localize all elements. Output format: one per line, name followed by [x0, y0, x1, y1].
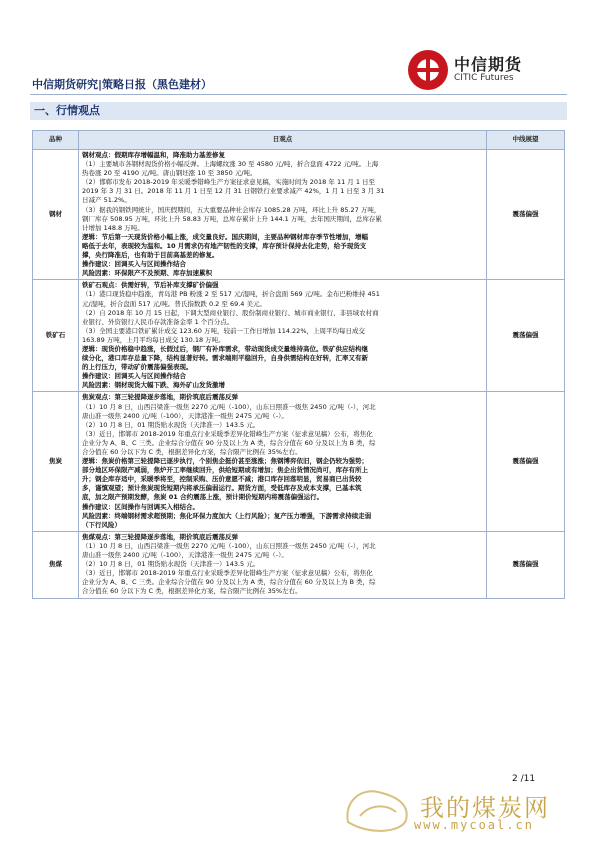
table-header-row	[33, 131, 565, 150]
logo-chinese-name: 中信期货	[454, 55, 523, 74]
view-line: （3）全国主要港口铁矿累计成交 123.60 万吨，较前一工作日增加 114.22%，上周平均每日成交	[82, 326, 365, 335]
column-header-category: 品种	[33, 131, 79, 150]
view-line: （2）10 月 8 日，01 期货贴水现货（天津准一）143.5 元。	[82, 560, 260, 569]
row-daily-view	[79, 531, 487, 598]
page-number: 2 /11	[512, 774, 536, 784]
view-line: 底，加之限产预期发酵，焦炭 01 合约震荡上涨，预计期价短期内将震荡偏强运行。	[82, 493, 324, 502]
view-line: 163.89 万吨，上月平均每日成交 130.18 万吨。	[82, 335, 225, 344]
section-heading: 一、行情观点	[30, 102, 567, 120]
view-line: 操作建议：区间操作与回调买入相结合。	[82, 502, 199, 511]
view-line: 操作建议：回调买入与区间操作结合	[82, 260, 186, 269]
watermark-url: www.mycoal.cn	[414, 818, 534, 832]
view-line: 焦煤观点：第三轮提降逐步落地，期价筑底后震荡反弹	[82, 532, 238, 541]
row-daily-view	[79, 280, 487, 392]
document-title: 中信期货研究|策略日报（黑色建材）	[32, 78, 213, 91]
header-divider	[30, 94, 567, 95]
table-row	[33, 280, 565, 392]
view-line: 略低于去年，表现较为温和。10 月需求仍有地产韧性的支撑，库存预计保持去化走势，给予现货支	[82, 241, 367, 250]
watermark-site-name: 我的煤炭网	[420, 794, 550, 822]
view-line: （3）据我的钢铁网统计，国庆假期间，五大重要品种社会库存 1085.28 万吨，环比上升 85.27 万吨，	[82, 205, 381, 214]
view-line: 企业分为 A、B、C 三类。企业综合分值在 90 分及以上为 A 类，综合分值在 60 分及以上为 B 类，综	[82, 578, 376, 587]
row-category: 焦煤	[33, 531, 79, 598]
view-line: 风险因素：终端钢材需求超预期；焦化环保力度加大（上行风险）；复产压力增强，下游需求持续走弱	[82, 511, 372, 520]
view-line: （3）近日，邯郸市 2018-2019 年重点行业采暖季差异化错峰生产方案（征求意见稿）公布，将焦化	[82, 569, 373, 578]
row-category: 焦炭	[33, 392, 79, 531]
view-line: （2）10 月 8 日，01 期货贴水现货（天津准一）143.5 元。	[82, 420, 260, 429]
table-row	[33, 150, 565, 280]
view-line: 升；钢企库存适中，采暖季将至，控制采购、压价意愿不减；港口库存回落明显，贸易商已出货较	[82, 475, 362, 484]
row-daily-view	[79, 392, 487, 531]
view-line: 部分地区环保限产减弱，焦炉开工率继续回升，供给短期或有增加；焦企出货情况尚可，库存有所上	[82, 466, 368, 475]
watermark-logo-icon	[340, 782, 416, 838]
view-line: 风险因素：钢材现货大幅下跌、海外矿山发货激增	[82, 381, 225, 390]
view-line: 唐山准一级焦 2400 元/吨（-100），天津港准一级焦 2475 元/吨（-）。	[82, 411, 288, 420]
view-line: 热卷涨 20 至 4190 元/吨。唐山钢坯涨 10 至 3850 元/吨。	[82, 169, 257, 178]
view-line: 逻辑：现货价格稳中趋涨，长假过后，钢厂有补库需求，带动现货成交量维持高位。铁矿供应结构继	[82, 344, 368, 353]
view-line: （2）自 2018 年 10 月 15 日起，下调大型商业银行、股份制商业银行、城市商业银行、非县域农村商	[82, 308, 379, 317]
view-line: 撑，央行降准后，也有助于目前高基差的修复。	[82, 251, 219, 260]
citic-futures-logo	[408, 50, 568, 90]
view-line: 合分值在 60 分以下为 C 类，根据差异化方案，综合限产比例在 35%左右。	[82, 448, 302, 456]
view-line: （1）港口现货稳中趋涨，青岛港 PB 粉涨 2 至 517 元/湿吨，折合盘面 569 元/吨。金布巴粉维持 451	[82, 290, 380, 299]
logo-english-name: CITIC Futures	[454, 73, 514, 83]
view-line: （3）近日，邯郸市 2018-2019 年重点行业采暖季差异化错峰生产方案（征求意见稿）公布，将焦化	[82, 429, 373, 438]
view-line: 钢材观点：假期库存增幅温和，降准助力基差修复	[82, 151, 225, 159]
view-line: 2019 年 3 月 31 日。2018 年 11 月 1 日至 12 月 31 日钢铁行业要求减产 42%，1 月 1 日至 3 月 31	[82, 187, 385, 196]
row-category: 钢材	[33, 150, 79, 280]
view-line: 钢厂库存 508.95 万吨，环比上升 58.83 万吨，总库存累计上升 144.1 万吨，去年国庆期间，总库存累	[82, 214, 382, 223]
market-view-table	[32, 130, 565, 599]
view-line: 合分值在 60 分以下为 C 类，根据差异化方案，综合限产比例在 35%左右。	[82, 587, 302, 596]
table-row	[33, 531, 565, 598]
view-line: 铁矿石观点：供需好转，节后补库支撑矿价偏强	[82, 281, 219, 290]
view-line: （1）10 月 8 日，山西吕梁准一级焦 2270 元/吨（-100），山东日照准一级焦 2450 元/吨（-），河北	[82, 541, 376, 550]
view-line: （1）10 月 8 日，山西吕梁准一级焦 2270 元/吨（-100），山东日照准一级焦 2450 元/吨（-），河北	[82, 402, 376, 411]
view-line: 业银行、外资银行人民币存款准备金率 1 个百分点。	[82, 317, 234, 326]
view-line: （2）邯郸市发布 2018-2019 年采暖季错峰生产方案征求意见稿，实施时间为 2018 年 11 月 1 日至	[82, 178, 376, 187]
view-line: （1）主要城市各钢材现货价格小幅反弹。上海螺纹涨 30 至 4580 元/吨，折合盘面 4722 元/吨。上海	[82, 160, 379, 169]
view-line: 操作建议：回调买入与区间操作结合	[82, 372, 186, 381]
view-line: （下行风险）	[82, 520, 121, 529]
view-line: 多，谨慎观望；预计焦炭现货短期内将承压偏弱运行。期货方面，受低库存及成本支撑，已基本筑	[82, 484, 362, 493]
row-daily-view	[79, 150, 487, 280]
view-line: 日减产 51.2%。	[82, 196, 131, 205]
view-line: 续分化，港口库存总量下降，结构显著好转。需求端则平稳回升，自身供需结构在好转，汇率又有新	[82, 354, 368, 363]
view-line: 计增加 148.8 万吨。	[82, 223, 144, 232]
table-row	[33, 392, 565, 531]
view-line: 的上行压力，带动矿价震荡偏强表现。	[82, 363, 193, 372]
row-outlook: 震荡偏强	[487, 280, 565, 392]
row-outlook: 震荡偏强	[487, 531, 565, 598]
citic-logo-icon	[408, 50, 448, 90]
view-line: 逻辑：焦炭价格第三轮提降已逐步执行，个别焦企挺价甚至涨涨；焦钢博弈依旧，钢企仍较为强势；	[82, 457, 368, 466]
view-line: 元/湿吨，折合盘面 517 元/吨。普氏指数跌 0.2 至 69.4 美元。	[82, 299, 266, 308]
view-line: 企业分为 A、B、C 三类。企业综合分值在 90 分及以上为 A 类，综合分值在 60 分及以上为 B 类，综	[82, 438, 376, 447]
column-header-daily-view: 日观点	[79, 131, 487, 150]
column-header-outlook: 中线展望	[487, 131, 565, 150]
view-line: 风险因素：环保限产不及预期、库存加速累积	[82, 269, 212, 278]
view-line: 焦炭观点：第三轮提降逐步落地，期价筑底后震荡反弹	[82, 393, 238, 402]
row-outlook: 震荡偏强	[487, 150, 565, 280]
row-outlook: 震荡偏强	[487, 392, 565, 531]
view-line: 唐山准一级焦 2400 元/吨（-100），天津港准一级焦 2475 元/吨（-）。	[82, 551, 288, 560]
row-category: 铁矿石	[33, 280, 79, 392]
view-line: 逻辑：节后第一天现货价格小幅上涨，成交量良好。国庆期间，主要品种钢材库存季节性增加，增幅	[82, 232, 368, 241]
